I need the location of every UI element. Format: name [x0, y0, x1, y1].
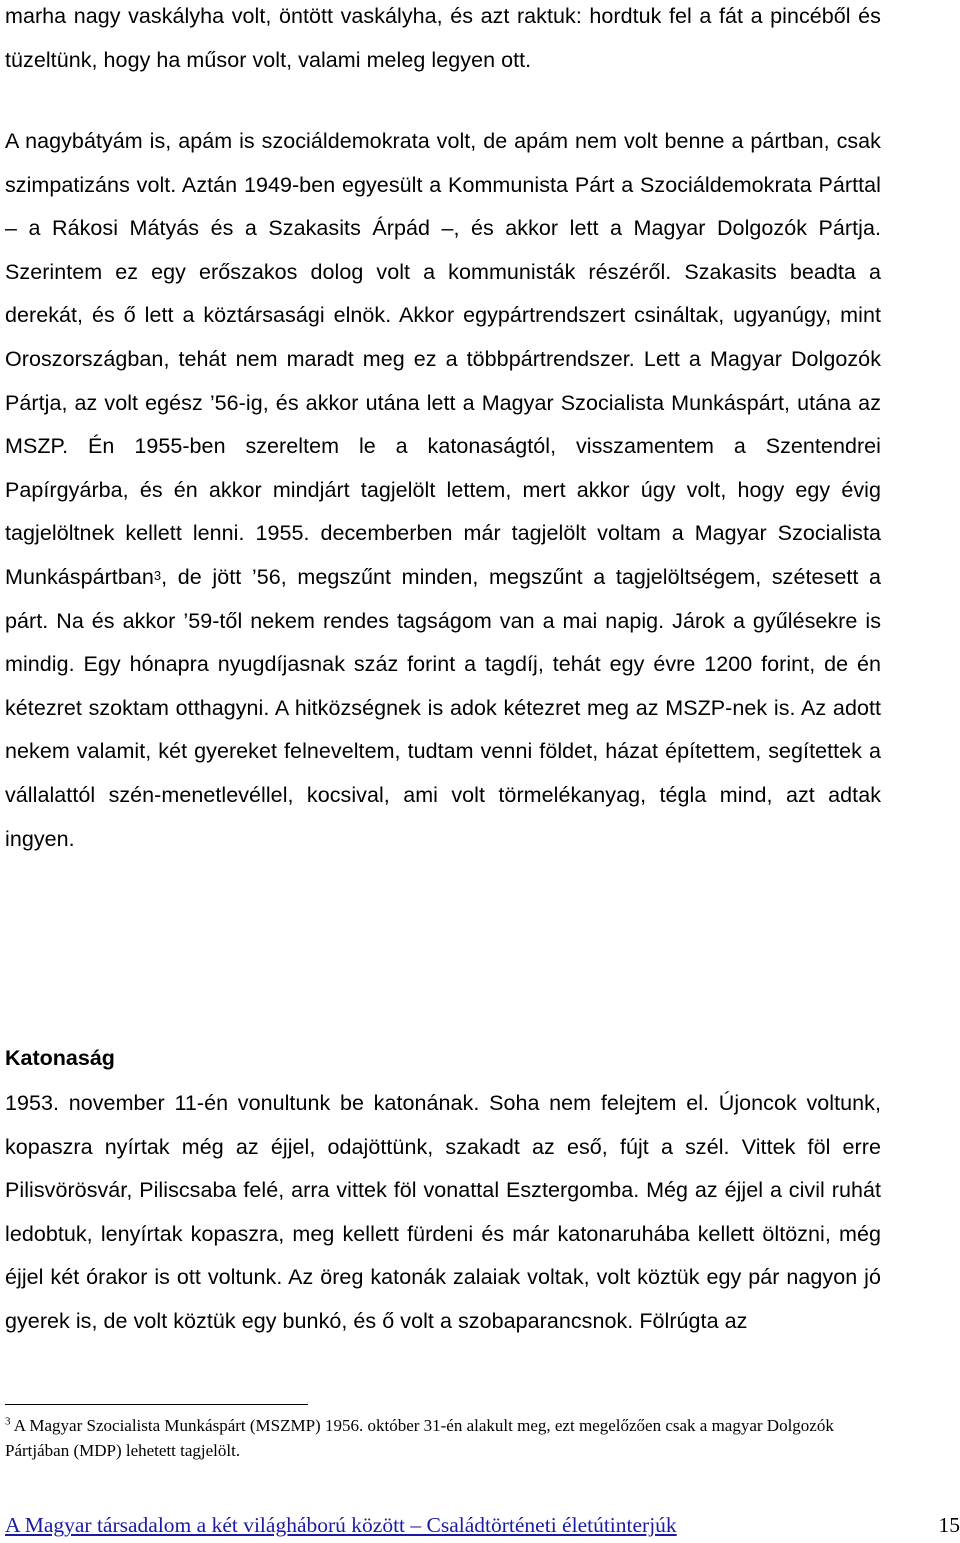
page-number: 15 [938, 1513, 960, 1537]
footnote-separator [5, 1404, 308, 1405]
footnote-reference[interactable]: 3 [153, 567, 162, 583]
paragraph-text-after-footnote: , de jött ’56, megszűnt minden, megszűnt a tagjelöltségem, szétesett a párt. Na és akkor ’59-től nekem rendes tagságom van a mai napig. Járok a gyűlésekre is mindig. Egy hónapra nyugdíjasnak száz forint a tagdíj, tehát egy évre 1200 forint, de én kétezret szoktam otthagyni. A hitközségnek is adok kétezret meg az MSZP-nek is. Az adott nekem valamit, két gyereket felneveltem, tudtam venni földet, házat építettem, segítettek a vállalattól szén-menetlevéllel, kocsival, ami volt törmelékanyag, tégla mind, azt adtak ingyen. [5, 564, 881, 851]
page-footer [5, 1513, 960, 1543]
paragraph-party-history [5, 120, 881, 861]
footnote-mark: 3 [5, 1415, 11, 1428]
footnote-text: A Magyar Szocialista Munkáspárt (MSZMP) 1956. október 31-én alakult meg, ezt megelőzően csak a magyar Dolgozók Pártjában (MDP) lehetett tagjelölt. [5, 1416, 834, 1460]
paragraph-military: 1953. november 11-én vonultunk be katonának. Soha nem felejtem el. Újoncok voltunk, kopaszra nyírtak még az éjjel, odajöttünk, szakadt az eső, fújt a szél. Vittek föl erre Pilisvörösvár, Piliscsaba felé, arra vittek föl vonattal Esztergomba. Még az éjjel a civil ruhát ledobtuk, lenyírtak kopaszra, meg kellett fürdeni és már katonaruhába kellett öltözni, még éjjel két órakor is ott voltunk. Az öreg katonák zalaiak voltak, volt köztük egy pár nagyon jó gyerek is, de volt köztük egy bunkó, és ő volt a szobaparancsnok. Fölrúgta az [5, 1091, 881, 1333]
footnote [5, 1413, 881, 1463]
paragraph-text-before-footnote: A nagybátyám is, apám is szociáldemokrata volt, de apám nem volt benne a pártban, csak szimpatizáns volt. Aztán 1949-ben egyesült a Kommunista Párt a Szociáldemokrata Párttal – a Rákosi Mátyás és a Szakasits Árpád –, és akkor lett a Magyar Dolgozók Pártja. Szerintem ez egy erőszakos dolog volt a kommunisták részéről. Szakasits beadta a derekát, és ő lett a köztársasági elnök. Akkor egypártrendszert csináltak, ugyanúgy, mint Oroszországban, tehát nem maradt meg ez a többpártrendszer. Lett a Magyar Dolgozók Pártja, az volt egész ’56-ig, és akkor utána lett a Magyar Szocialista Munkáspárt, utána az MSZP. Én 1955-ben szereltem le a katonaságtól, visszamentem a Szentendrei Papírgyárba, és én akkor mindjárt tagjelölt lettem, mert akkor úgy volt, hogy egy évig tagjelöltnek kellett lenni. 1955. decemberben már tagjelölt voltam a Magyar Szocialista Munkáspártban [5, 129, 881, 589]
paragraph-continuation: marha nagy vaskályha volt, öntött vaskályha, és azt raktuk: hordtuk fel a fát a pincéből és tüzeltünk, hogy ha műsor volt, valami meleg legyen ott. [5, 4, 881, 72]
footer-title-link[interactable]: A Magyar társadalom a két világháború között – Családtörténeti életútinterjúk [5, 1513, 677, 1537]
section-heading-katonasag: Katonaság [5, 1046, 115, 1070]
